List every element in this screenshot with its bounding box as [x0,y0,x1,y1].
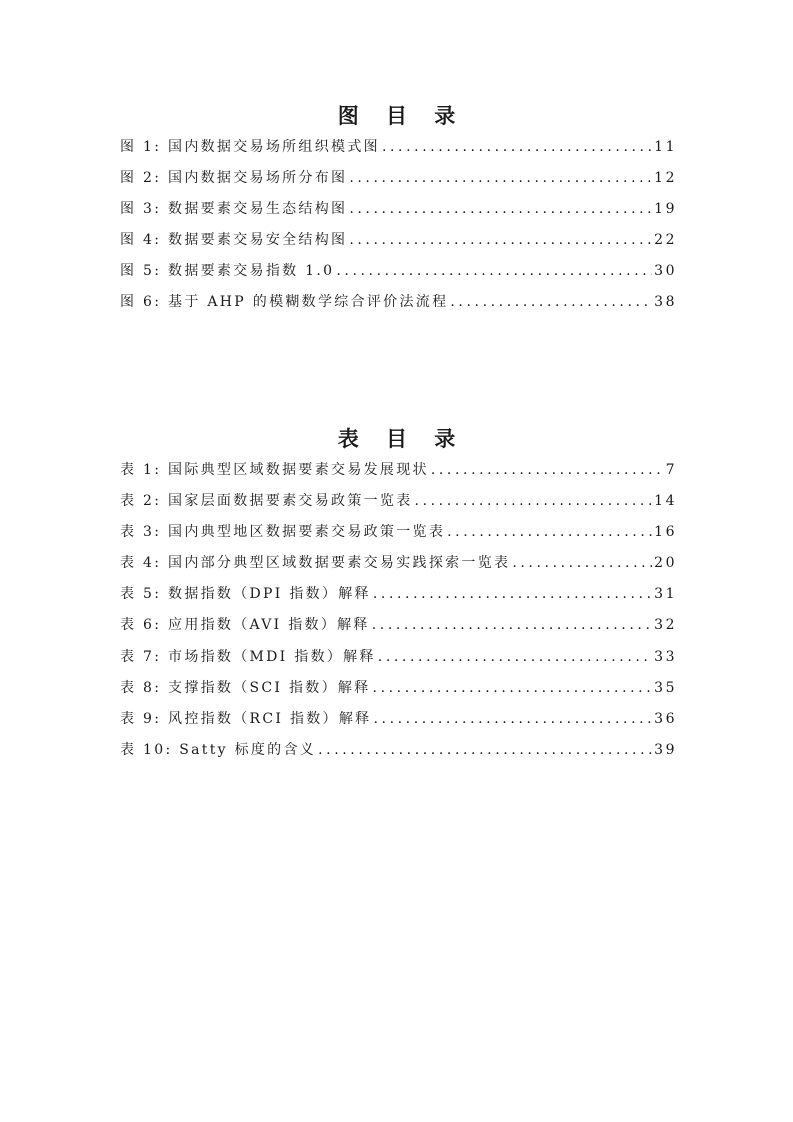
dot-leader [450,294,652,310]
toc-entry-page: 39 [654,741,677,758]
toc-entry-label: 图 4: 数据要素交易安全结构图 [120,232,348,249]
toc-entry-page: 14 [654,493,677,510]
dot-leader [349,232,652,248]
toc-entry-label: 表 3: 国内典型地区数据要素交易政策一览表 [120,524,446,541]
dot-leader [349,201,652,217]
dot-leader [382,139,652,155]
toc-entry-label: 表 6: 应用指数（AVI 指数）解释 [120,617,370,634]
toc-entry-label: 表 2: 国家层面数据要素交易政策一览表 [120,493,413,510]
toc-entry-page: 7 [665,462,677,478]
toc-entry-table-5[interactable] [120,583,675,614]
toc-entry-table-2[interactable] [120,490,675,521]
toc-entry-figure-3[interactable] [120,198,675,229]
toc-entry-figure-6[interactable] [120,291,675,322]
toc-entry-label: 表 5: 数据指数（DPI 指数）解释 [120,586,371,603]
toc-entry-table-9[interactable] [120,708,675,739]
toc-entry-table-4[interactable] [120,552,675,583]
toc-entry-page: 22 [654,232,677,249]
dot-leader [373,680,653,696]
toc-entry-page: 38 [654,294,677,311]
tables-list-title: 表 目 录 [337,427,466,451]
toc-entry-page: 19 [654,201,677,218]
dot-leader [373,711,652,727]
toc-entry-label: 表 10: Satty 标度的含义 [120,741,317,758]
toc-entry-figure-5[interactable] [120,260,675,291]
dot-leader [431,462,664,478]
tables-list [120,459,675,770]
figures-list [120,136,675,323]
toc-entry-figure-2[interactable] [120,167,675,198]
dot-leader [378,649,652,665]
toc-entry-page: 12 [654,170,677,187]
dot-leader [447,524,652,540]
toc-entry-label: 图 5: 数据要素交易指数 1.0 [120,263,335,280]
dot-leader [349,170,652,186]
dot-leader [373,586,652,602]
toc-entry-table-10[interactable] [120,739,675,770]
toc-entry-page: 32 [654,617,677,634]
toc-entry-page: 33 [654,648,677,665]
toc-entry-label: 图 2: 国内数据交易场所分布图 [120,170,348,187]
toc-entry-table-8[interactable] [120,677,675,708]
toc-entry-page: 30 [654,263,677,280]
toc-entry-table-6[interactable] [120,614,675,645]
dot-leader [372,617,652,633]
toc-entry-label: 表 7: 市场指数（MDI 指数）解释 [120,648,376,665]
toc-entry-page: 35 [654,679,677,696]
toc-entry-figure-4[interactable] [120,229,675,260]
dot-leader [512,555,652,571]
dot-leader [415,493,653,509]
toc-entry-table-1[interactable] [120,459,675,490]
toc-entry-table-3[interactable] [120,521,675,552]
toc-entry-page: 11 [654,139,677,155]
toc-entry-figure-1[interactable] [120,136,675,167]
toc-entry-label: 图 6: 基于 AHP 的模糊数学综合评价法流程 [120,294,449,311]
toc-entry-label: 图 3: 数据要素交易生态结构图 [120,201,348,218]
toc-entry-label: 表 4: 国内部分典型区域数据要素交易实践探索一览表 [120,555,511,572]
toc-entry-page: 36 [654,710,677,727]
dot-leader [336,263,652,279]
toc-entry-page: 16 [654,524,677,541]
toc-entry-label: 图 1: 国内数据交易场所组织模式图 [120,139,380,155]
dot-leader [318,742,652,758]
toc-entry-label: 表 9: 风控指数（RCI 指数）解释 [120,710,372,727]
toc-entry-label: 表 1: 国际典型区域数据要素交易发展现状 [120,462,429,478]
toc-entry-page: 31 [654,586,677,603]
toc-entry-table-7[interactable] [120,646,675,677]
toc-entry-page: 20 [654,555,677,572]
figures-list-title: 图 目 录 [337,104,466,128]
toc-entry-label: 表 8: 支撑指数（SCI 指数）解释 [120,679,371,696]
